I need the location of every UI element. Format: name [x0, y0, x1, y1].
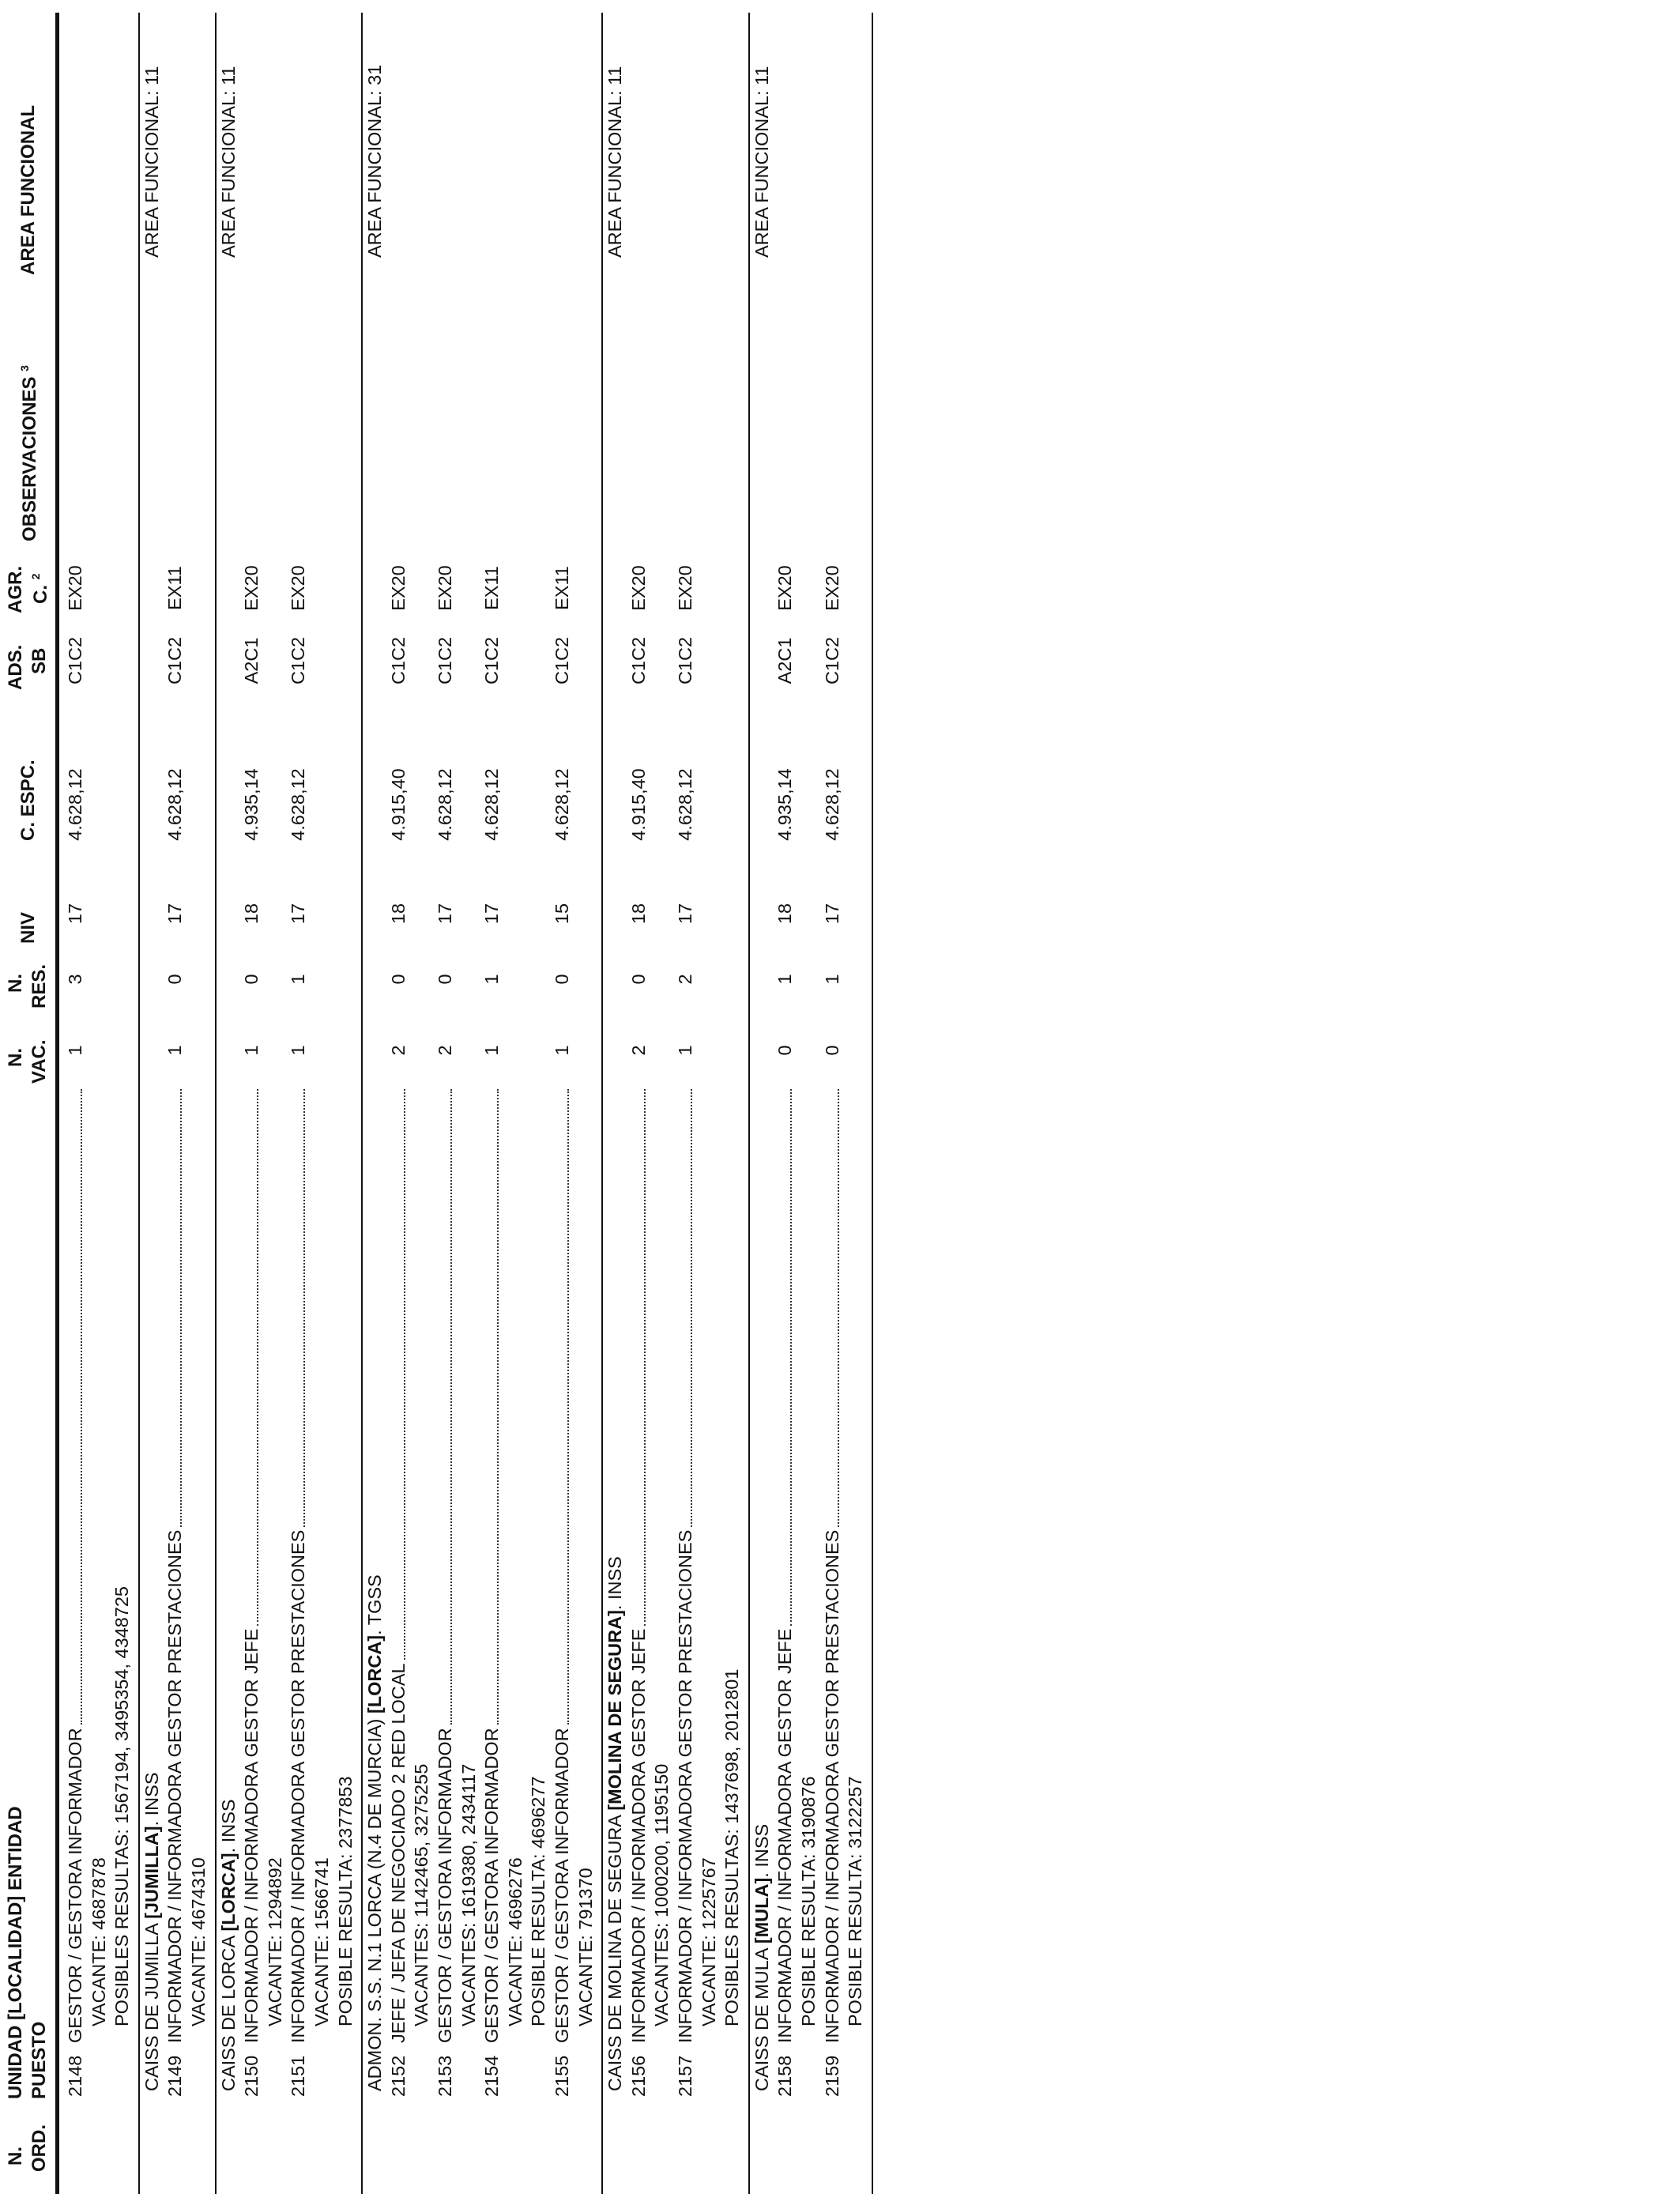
row-puesto: JEFE / JEFA DE NEGOCIADO 2 RED LOCAL: [387, 1663, 409, 2043]
group-separator: [601, 13, 603, 2194]
row-nres: 2: [675, 974, 695, 985]
row-agr-c: EX11: [164, 566, 186, 610]
row-ads-sb: C1C2: [288, 636, 309, 685]
row-cespc: 4.628,12: [164, 768, 186, 841]
row-ord-number: 2159: [821, 2055, 842, 2097]
row-agr-c: EX11: [552, 566, 572, 610]
row-nres: 0: [387, 974, 409, 985]
row-agr-c: EX20: [288, 565, 309, 611]
row-cespc: 4.628,12: [552, 768, 572, 841]
row-niv: 17: [435, 903, 455, 925]
row-nvac: 1: [552, 1045, 572, 1056]
row-agr-c: EX20: [241, 565, 262, 611]
unit-heading: [217, 1799, 239, 2091]
area-funcional: AREA FUNCIONAL: 31: [364, 64, 386, 258]
row-niv: 17: [65, 903, 85, 925]
row-vacante-detail: VACANTES: 1142465, 3275255: [411, 1763, 432, 2026]
area-funcional: AREA FUNCIONAL: 11: [605, 66, 626, 258]
row-puesto: INFORMADOR / INFORMADORA GESTOR PRESTACIONES: [288, 1529, 309, 2043]
row-agr-c: EX20: [387, 565, 409, 611]
row-vacante-detail: VACANTE: 4687878: [88, 1857, 109, 2026]
row-nvac: 2: [435, 1045, 455, 1056]
header-ads-line2: SB: [28, 647, 50, 674]
row-nres: 1: [774, 974, 796, 985]
leader-dots: [567, 1089, 569, 1725]
header-ads-line1: ADS.: [5, 644, 26, 690]
header-cespc: C. ESPC.: [17, 760, 39, 841]
row-niv: 18: [774, 903, 796, 925]
unit-name: ADMON. S.S. N.1 LORCA (N.4 DE MURCIA): [364, 1713, 386, 2091]
row-niv: 18: [627, 903, 649, 925]
row-niv: 15: [552, 903, 572, 925]
leader-dots: [404, 1089, 405, 1660]
row-vacante-detail: POSIBLES RESULTAS: 1437698, 2012801: [721, 1668, 743, 2026]
row-agr-c: EX20: [774, 565, 796, 611]
row-puesto: GESTOR / GESTORA INFORMADOR: [552, 1728, 572, 2043]
row-ord-number: 2148: [65, 2055, 85, 2097]
unit-heading: [606, 1556, 625, 2091]
group-separator: [138, 13, 140, 2194]
row-vacante-detail: VACANTE: 4696276: [504, 1857, 525, 2026]
row-nres: 0: [435, 974, 455, 985]
row-ads-sb: C1C2: [164, 636, 186, 685]
row-niv: 17: [675, 903, 695, 925]
row-vacante-detail: VACANTES: 1000200, 1195150: [651, 1763, 672, 2026]
unit-entity: . INSS: [217, 1799, 239, 1853]
row-ord-number: 2154: [481, 2055, 503, 2097]
row-nvac: 1: [164, 1045, 186, 1056]
row-ord-number: 2152: [387, 2055, 409, 2097]
row-ads-sb: A2C1: [774, 637, 796, 684]
row-ads-sb: C1C2: [675, 636, 695, 685]
row-ads-sb: A2C1: [241, 637, 262, 684]
row-nvac: 1: [65, 1045, 85, 1056]
row-vacante-detail: VACANTE: 4674310: [188, 1857, 209, 2026]
row-nvac: 1: [675, 1045, 695, 1056]
row-vacante-detail: POSIBLE RESULTA: 3122257: [845, 1776, 866, 2026]
row-ord-number: 2155: [552, 2055, 572, 2097]
row-puesto: GESTOR / GESTORA INFORMADOR: [481, 1728, 503, 2043]
unit-heading: [366, 1574, 385, 2091]
header-nres-line1: N.: [5, 974, 26, 993]
header-nvac-line1: N.: [5, 1048, 26, 1067]
group-separator: [748, 13, 750, 2194]
unit-locality: [LORCA]: [217, 1853, 239, 1932]
area-funcional: AREA FUNCIONAL: 11: [141, 66, 162, 258]
row-vacante-detail: VACANTES: 1619380, 2434117: [458, 1763, 479, 2026]
row-ads-sb: C1C2: [387, 636, 409, 685]
row-ord-number: 2158: [774, 2055, 796, 2097]
row-puesto: INFORMADOR / INFORMADORA GESTOR JEFE: [627, 1628, 649, 2043]
row-nres: 1: [481, 974, 503, 985]
header-nvac-line2: VAC.: [28, 1039, 50, 1084]
header-area-funcional: AREA FUNCIONAL: [17, 104, 39, 275]
row-vacante-detail: POSIBLES RESULTAS: 1567194, 3495354, 4348725: [111, 1586, 133, 2026]
leader-dots: [790, 1089, 792, 1626]
unit-locality: [LORCA]: [364, 1634, 386, 1714]
row-agr-c: EX11: [481, 566, 503, 610]
unit-name: CAISS DE LORCA: [217, 1931, 239, 2091]
header-observaciones: OBSERVACIONES $^3$: [18, 365, 40, 541]
row-ord-number: 2156: [627, 2055, 649, 2097]
leader-dots: [497, 1089, 499, 1725]
header-nres-line2: RES.: [28, 963, 50, 1008]
leader-dots: [838, 1089, 839, 1527]
row-cespc: 4.628,12: [288, 768, 309, 841]
row-nres: 1: [821, 974, 842, 985]
row-ads-sb: C1C2: [65, 636, 85, 685]
leader-dots: [644, 1089, 646, 1626]
row-ads-sb: C1C2: [435, 636, 455, 685]
unit-name: CAISS DE MOLINA DE SEGURA: [605, 1810, 626, 2091]
header-unidad-line1: UNIDAD [LOCALIDAD] ENTIDAD: [5, 1806, 26, 2099]
unit-name: CAISS DE MULA: [751, 1943, 772, 2091]
header-agr-line2: C. $^2$: [29, 573, 51, 604]
row-agr-c: EX20: [435, 565, 455, 611]
leader-dots: [303, 1089, 305, 1527]
row-nvac: 2: [627, 1045, 649, 1056]
header-unidad-line2: PUESTO: [28, 2021, 50, 2099]
header-rule: [55, 13, 59, 2194]
row-ord-number: 2151: [288, 2055, 309, 2097]
row-cespc: 4.628,12: [821, 768, 842, 841]
row-nres: 0: [627, 974, 649, 985]
row-puesto: INFORMADOR / INFORMADORA GESTOR PRESTACIONES: [821, 1529, 842, 2043]
row-puesto: INFORMADOR / INFORMADORA GESTOR PRESTACIONES: [675, 1529, 695, 2043]
row-vacante-detail: VACANTE: 791370: [574, 1868, 596, 2026]
row-agr-c: EX20: [65, 565, 85, 611]
row-nvac: 1: [481, 1045, 503, 1056]
row-niv: 17: [164, 903, 186, 925]
leader-dots: [81, 1089, 82, 1725]
row-cespc: 4.628,12: [435, 768, 455, 841]
row-vacante-detail: VACANTE: 1294892: [264, 1857, 285, 2026]
row-ads-sb: C1C2: [481, 636, 503, 685]
row-cespc: 4.915,40: [627, 768, 649, 841]
unit-entity: . INSS: [751, 1823, 772, 1878]
row-ord-number: 2150: [241, 2055, 262, 2097]
row-nvac: 0: [774, 1045, 796, 1056]
header-niv: NIV: [17, 911, 39, 944]
group-separator: [361, 13, 363, 2194]
unit-heading: [753, 1824, 772, 2091]
row-cespc: 4.915,40: [387, 768, 409, 841]
row-cespc: 4.935,14: [241, 768, 262, 841]
row-puesto: GESTOR / GESTORA INFORMADOR: [65, 1728, 85, 2043]
leader-dots: [450, 1089, 452, 1725]
row-niv: 17: [821, 903, 842, 925]
row-vacante-detail: VACANTE: 1566741: [311, 1857, 332, 2026]
row-nres: 0: [164, 974, 186, 985]
unit-locality: [JUMILLA]: [141, 1826, 162, 1919]
unit-heading: [143, 1772, 162, 2091]
unit-locality: [MOLINA DE SEGURA]: [605, 1610, 626, 1811]
header-agr-line1: AGR.: [5, 566, 26, 613]
row-niv: 18: [387, 903, 409, 925]
unit-entity: . INSS: [605, 1556, 626, 1611]
header-nord-line1: N.: [5, 2147, 26, 2166]
leader-dots: [257, 1089, 258, 1626]
area-funcional: AREA FUNCIONAL: 11: [217, 66, 239, 258]
row-niv: 17: [481, 903, 503, 925]
row-nres: 0: [241, 974, 262, 985]
row-nres: 3: [65, 974, 85, 985]
unit-locality: [MULA]: [751, 1877, 772, 1944]
row-nvac: 0: [821, 1045, 842, 1056]
row-vacante-detail: POSIBLE RESULTA: 2377853: [334, 1776, 356, 2026]
row-vacante-detail: VACANTE: 1225767: [698, 1857, 719, 2026]
group-separator: [215, 13, 217, 2194]
row-puesto: INFORMADOR / INFORMADORA GESTOR PRESTACIONES: [164, 1529, 186, 2043]
row-nres: 0: [552, 974, 572, 985]
row-agr-c: EX20: [675, 565, 695, 611]
row-puesto: GESTOR / GESTORA INFORMADOR: [435, 1728, 455, 2043]
row-ord-number: 2153: [435, 2055, 455, 2097]
row-puesto: INFORMADOR / INFORMADORA GESTOR JEFE: [241, 1628, 262, 2043]
row-nvac: 1: [288, 1045, 309, 1056]
row-agr-c: EX20: [821, 565, 842, 611]
row-niv: 18: [241, 903, 262, 925]
row-agr-c: EX20: [627, 565, 649, 611]
row-ads-sb: C1C2: [821, 636, 842, 685]
unit-entity: . INSS: [141, 1772, 162, 1826]
row-niv: 17: [288, 903, 309, 925]
row-nres: 1: [288, 974, 309, 985]
row-ads-sb: C1C2: [627, 636, 649, 685]
row-cespc: 4.628,12: [675, 768, 695, 841]
row-puesto: INFORMADOR / INFORMADORA GESTOR JEFE: [774, 1628, 796, 2043]
unit-entity: . TGSS: [364, 1574, 386, 1635]
row-cespc: 4.628,12: [481, 768, 503, 841]
row-nvac: 2: [387, 1045, 409, 1056]
row-cespc: 4.628,12: [65, 768, 85, 841]
leader-dots: [691, 1089, 692, 1527]
row-vacante-detail: POSIBLE RESULTA: 4696277: [528, 1776, 549, 2026]
area-funcional: AREA FUNCIONAL: 11: [751, 66, 772, 258]
leader-dots: [180, 1089, 182, 1527]
bottom-rule: [872, 13, 873, 2194]
row-vacante-detail: POSIBLE RESULTA: 3190876: [798, 1776, 819, 2026]
row-nvac: 1: [241, 1045, 262, 1056]
row-ord-number: 2157: [675, 2055, 695, 2097]
row-ord-number: 2149: [164, 2055, 186, 2097]
row-cespc: 4.935,14: [774, 768, 796, 841]
unit-name: CAISS DE JUMILLA: [141, 1918, 162, 2091]
header-nord-line2: ORD.: [28, 2124, 50, 2172]
row-ads-sb: C1C2: [552, 636, 572, 685]
